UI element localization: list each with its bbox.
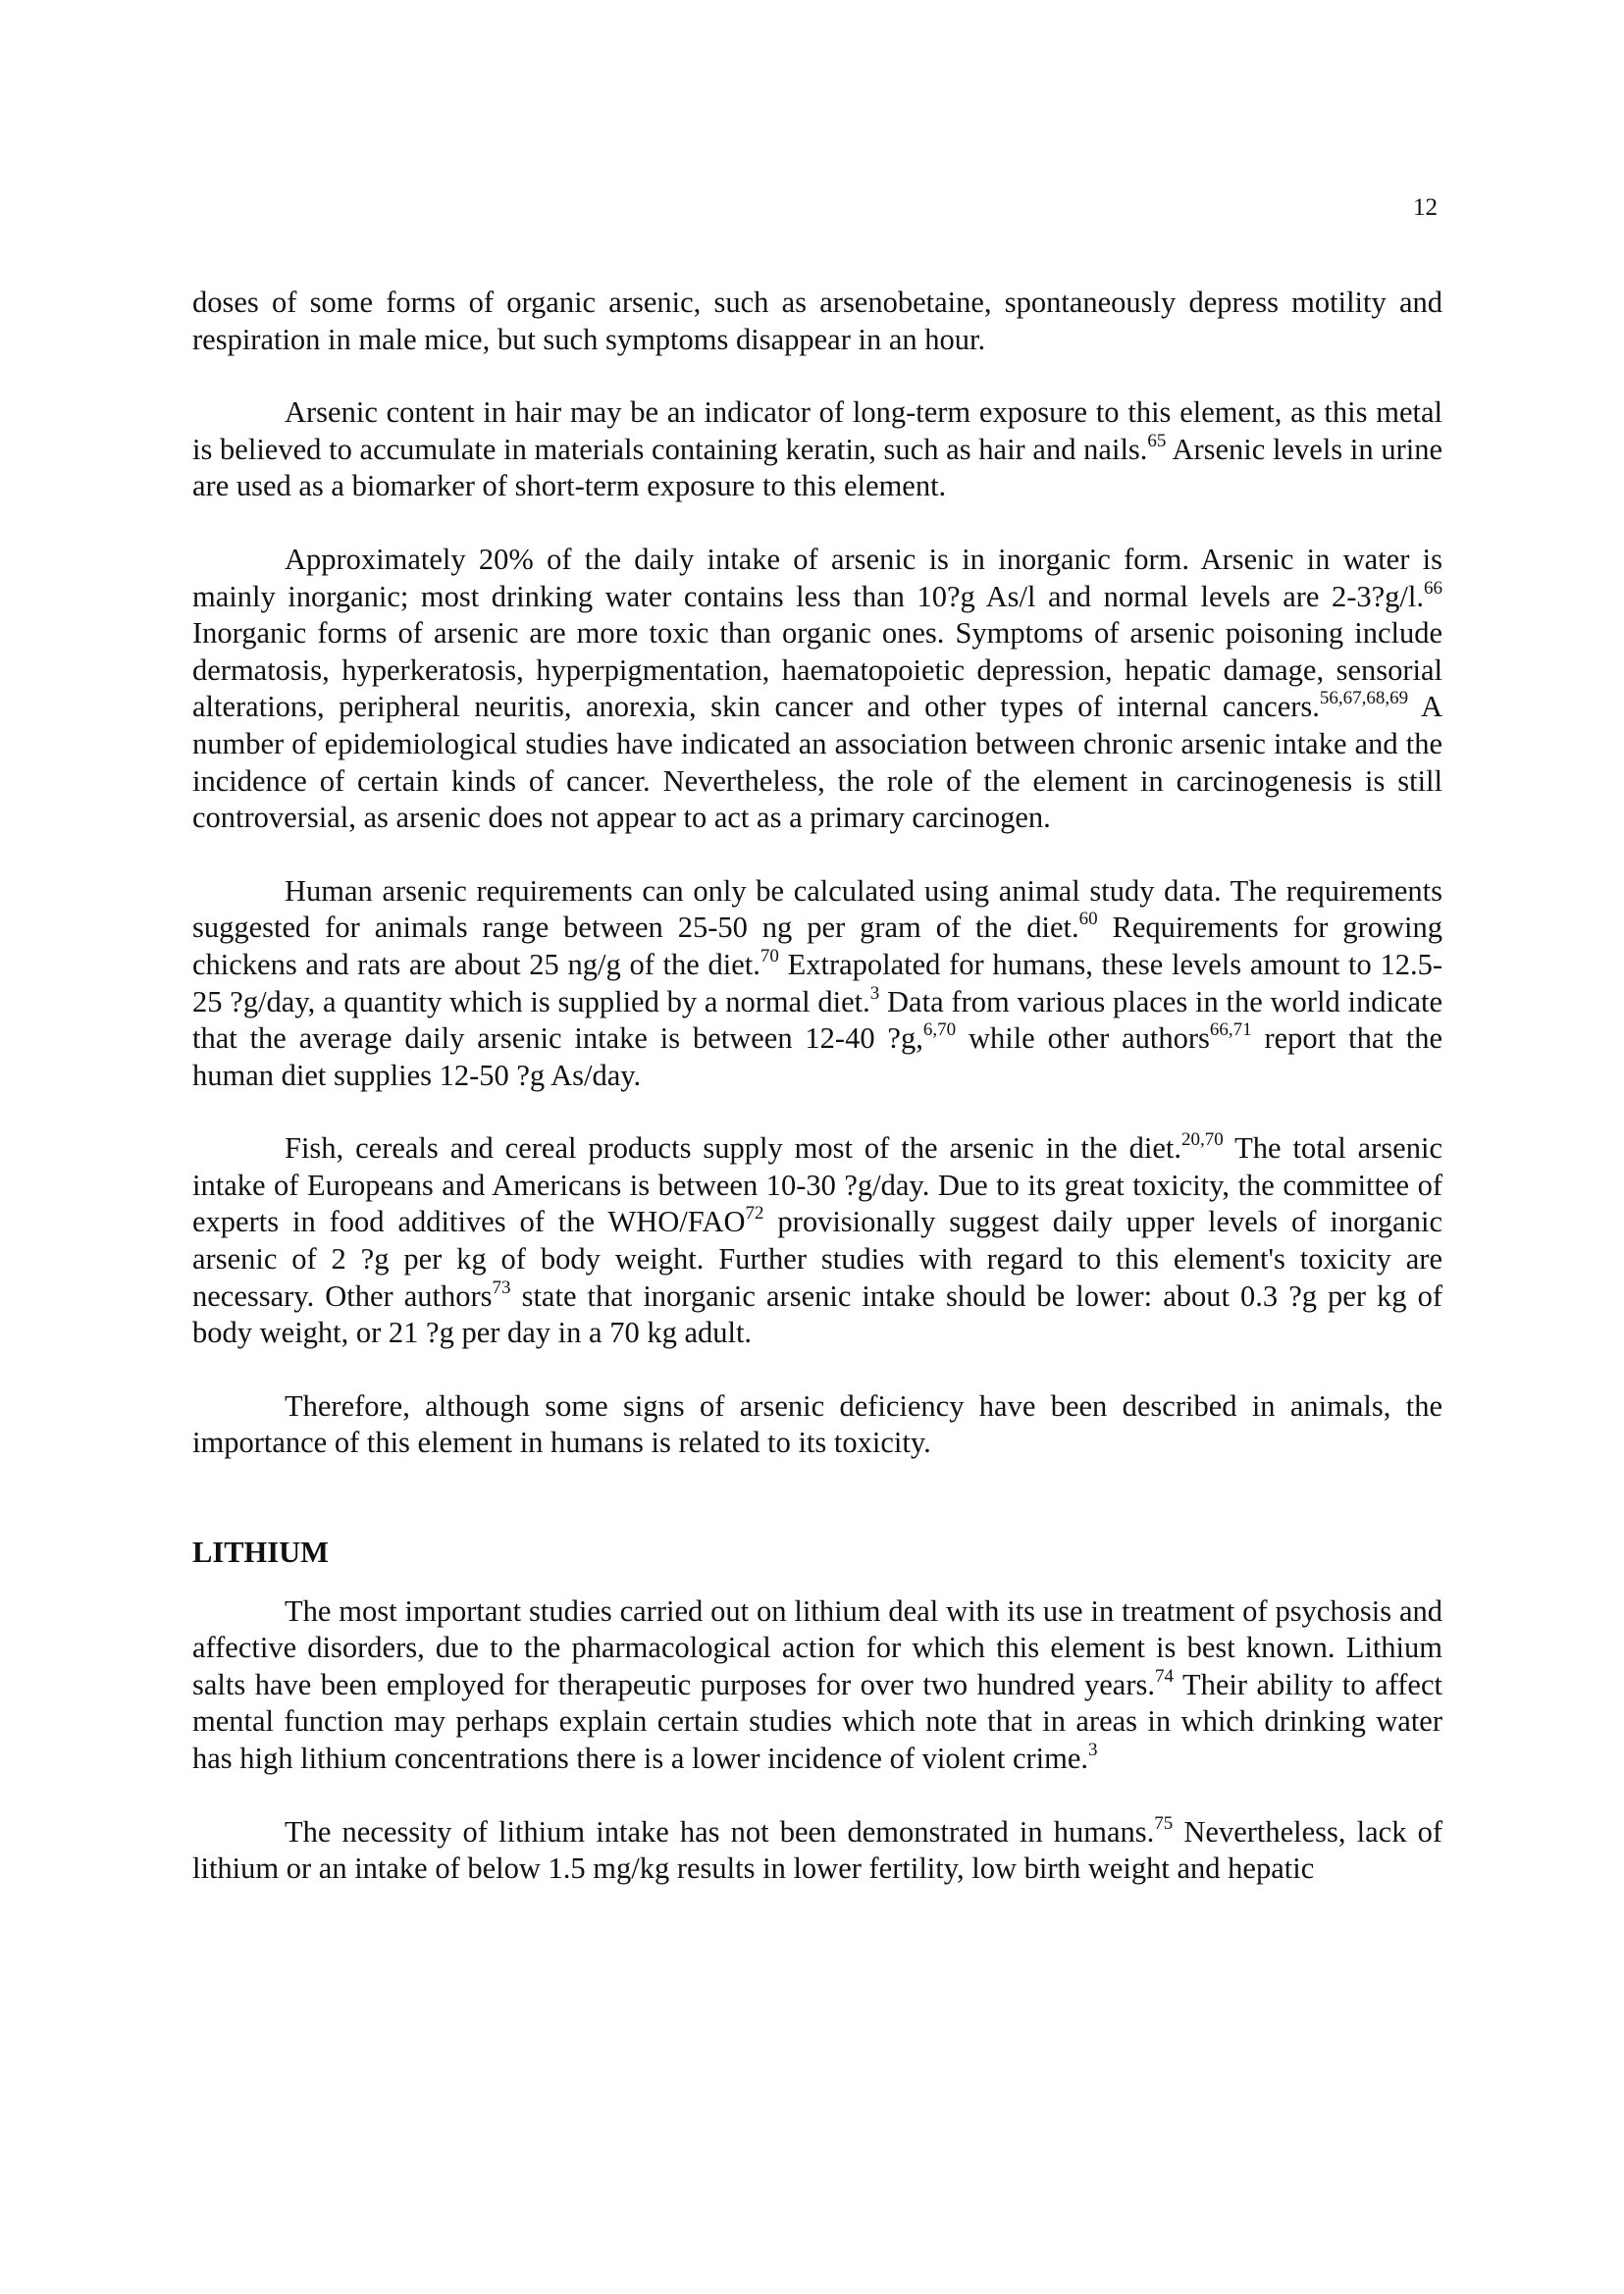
text-run: Fish, cereals and cereal products supply most of the arsenic in the diet.: [285, 1131, 1181, 1166]
citation-superscript: 56,67,68,69: [1319, 688, 1409, 709]
text-run: Human arsenic requirements can only be calculated using animal study data. The requirements suggested for animals range between 25-50 ng per gram of the diet.: [192, 873, 1442, 945]
citation-superscript: 73: [492, 1277, 511, 1298]
citation-superscript: 74: [1155, 1665, 1174, 1687]
paragraph: [192, 394, 1442, 505]
text-run: Therefore, although some signs of arsenic deficiency have been described in animals, the importance of this element in humans is related to its toxicity.: [192, 1388, 1442, 1460]
citation-superscript: 3: [1088, 1740, 1098, 1760]
citation-superscript: 65: [1147, 430, 1167, 451]
citation-superscript: 3: [869, 982, 880, 1004]
paragraph: [192, 1593, 1442, 1778]
citation-superscript: 75: [1154, 1812, 1174, 1834]
paragraph: [192, 1388, 1442, 1462]
citation-superscript: 70: [760, 945, 779, 966]
text-run: The necessity of lithium intake has not been demonstrated in humans.: [285, 1814, 1155, 1849]
text-run: Extrapolated for humans, these levels amount to 12.5-25 ?g/day, a quantity which is supplied by a normal diet.: [192, 947, 1442, 1018]
citation-superscript: 72: [745, 1203, 764, 1225]
paragraph: [192, 1814, 1442, 1888]
section-lithium: [192, 1593, 1442, 1888]
text-run: Arsenic levels in urine are used as a biomarker of short-term exposure to this element.: [192, 432, 1442, 503]
citation-superscript: 66: [1424, 577, 1442, 599]
text-run: Approximately 20% of the daily intake of arsenic is in inorganic form. Arsenic in water is mainly inorganic; most drinking water contains less than 10?g As/l and normal levels are 2-3?g/l.: [192, 542, 1442, 613]
citation-superscript: 60: [1078, 909, 1098, 930]
text-run: Their ability to affect mental function may perhaps explain certain studies which note that in areas in which drinking water has high lithium concentrations there is a lower incidence of violent crime.: [192, 1667, 1442, 1775]
citation-superscript: 66,71: [1209, 1019, 1252, 1041]
text-run: doses of some forms of organic arsenic, such as arsenobetaine, spontaneously depress motility and respiration in male mice, but such symptoms disappear in an hour.: [192, 286, 1442, 356]
text-run: Data from various places in the world indicate that the average daily arsenic intake is between 12-40 ?g,: [192, 984, 1443, 1056]
text-run: The most important studies carried out on lithium deal with its use in treatment of psychosis and affective disorders, due to the pharmacological action for which this element is best known. Lithium salts have been employed for therapeutic purposes for over two hundred years.: [192, 1593, 1442, 1701]
section-arsenic: [192, 285, 1442, 1462]
text-run: Nevertheless, lack of lithium or an intake of below 1.5 mg/kg results in lower fertility, low birth weight and hepatic: [192, 1814, 1442, 1886]
citation-superscript: 20,70: [1180, 1129, 1224, 1151]
text-run: while other authors: [956, 1021, 1210, 1056]
text-run: provisionally suggest daily upper levels of inorganic arsenic of 2 ?g per kg of body weight. Further studies with regard to this element's toxicity are necessary. Other authors: [192, 1205, 1442, 1313]
citation-superscript: 6,70: [922, 1019, 957, 1041]
paragraph: [192, 873, 1442, 1095]
text-run: Arsenic content in hair may be an indicator of long-term exposure to this element, as this metal is believed to accumulate in materials containing keratin, such as hair and nails.: [192, 395, 1442, 466]
paragraph: [192, 1130, 1442, 1352]
body-text: [192, 285, 1442, 1924]
text-run: Requirements for growing chickens and rats are about 25 ng/g of the diet.: [192, 911, 1443, 981]
paragraph: [192, 285, 1442, 358]
paragraph: [192, 542, 1442, 837]
text-run: report that the human diet supplies 12-50 ?g As/day.: [192, 1021, 1443, 1092]
section-heading-lithium: LITHIUM: [192, 1536, 329, 1570]
text-run: A number of epidemiological studies have indicated an association between chronic arsenic intake and the incidence of certain kinds of cancer. Nevertheless, the role of the element in carcinogenesis is still controversial, as arsenic does not appear to act as a primary carcinogen.: [192, 690, 1443, 835]
text-run: The total arsenic intake of Europeans and Americans is between 10-30 ?g/day. Due to its great toxicity, the committee of experts in food additives of the WHO/FAO: [192, 1131, 1442, 1239]
text-run: Inorganic forms of arsenic are more toxic than organic ones. Symptoms of arsenic poisoning include dermatosis, hyperkeratosis, hyperpigmentation, haematopoietic depression, hepatic damage, sensorial alterations, peripheral neuritis, anorexia, skin cancer and other types of internal cancers.: [192, 616, 1442, 724]
text-run: state that inorganic arsenic intake should be lower: about 0.3 ?g per kg of body weight, or 21 ?g per day in a 70 kg adult.: [192, 1278, 1442, 1350]
page-number: 12: [1413, 194, 1438, 221]
